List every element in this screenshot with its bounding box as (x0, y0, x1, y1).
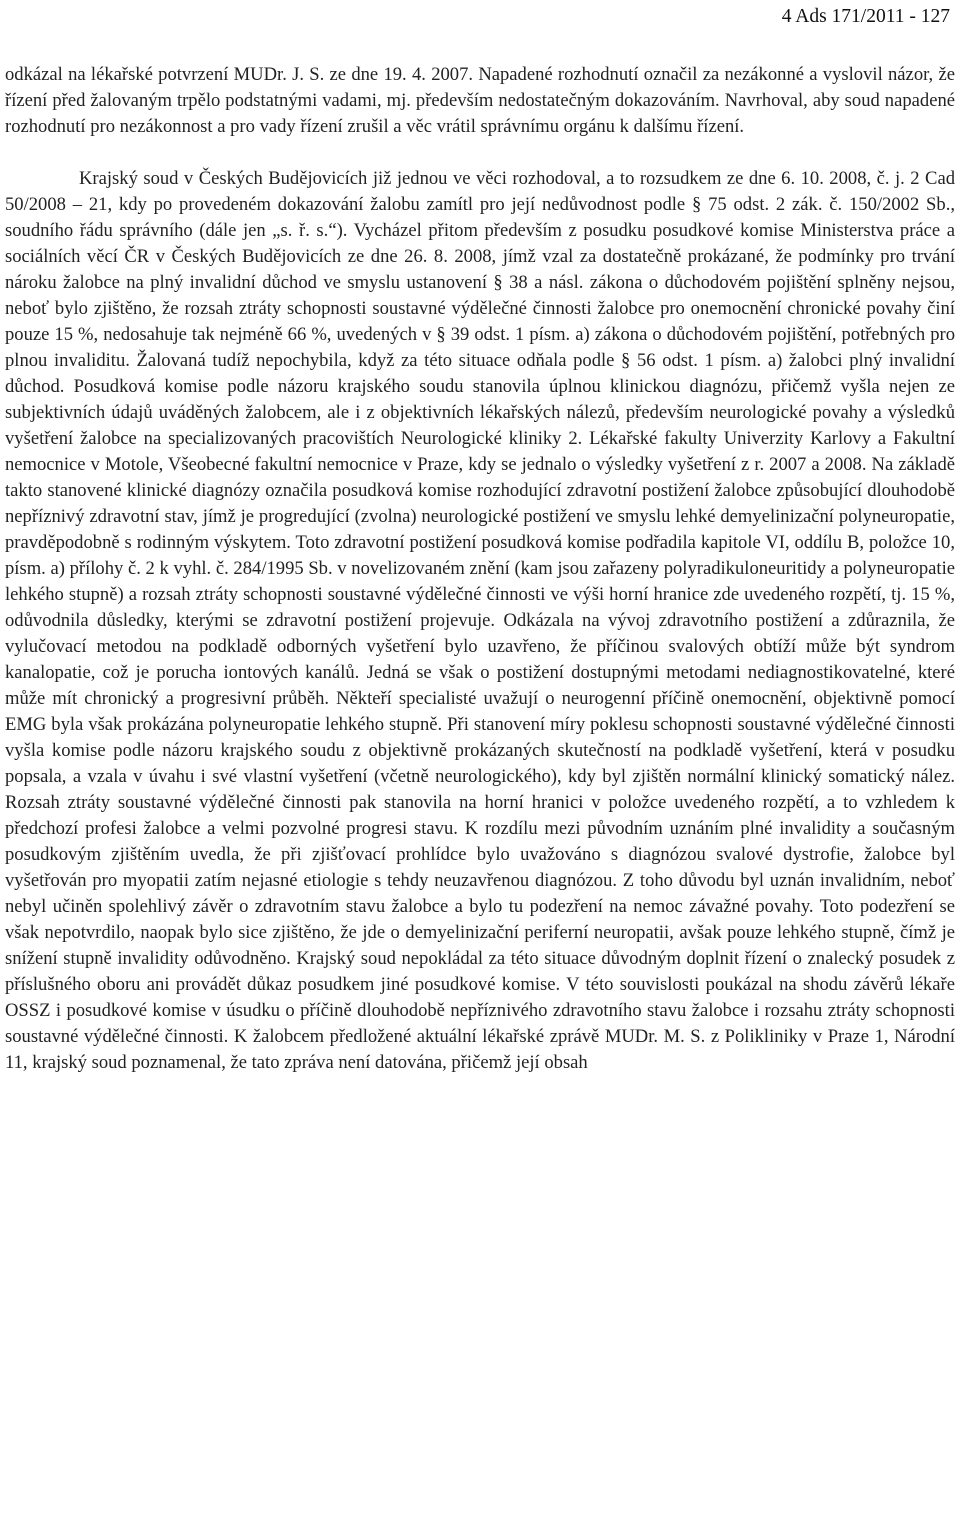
document-body (5, 62, 955, 1076)
page-header-case-number: 4 Ads 171/2011 - 127 (781, 6, 950, 27)
paragraph-regional-court-reasoning: Krajský soud v Českých Budějovicích již jednou ve věci rozhodoval, a to rozsudkem ze dne 6. 10. 2008, č. j. 2 Cad 50/2008 – 21, kdy po provedeném dokazování žalobu zamítl pro její nedůvodnost podle § 75 odst. 2 zák. č. 150/2002 Sb., soudního řádu správního (dále jen „s. ř. s.“). Vycházel přitom především z posudku posudkové komise Ministerstva práce a sociálních věcí ČR v Českých Budějovicích ze dne 26. 8. 2008, jímž vzal za dostatečně prokázané, že podmínky pro trvání nároku žalobce na plný invalidní důchod ve smyslu ustanovení § 38 a násl. zákona o důchodovém pojištění splněny nejsou, neboť bylo zjištěno, že rozsah ztráty schopnosti soustavné výdělečné činnosti žalobce pro onemocnění chronické povahy činí pouze 15 %, nedosahuje tak nejméně 66 %, uvedených v § 39 odst. 1 písm. a) zákona o důchodovém pojištění, potřebných pro plnou invaliditu. Žalovaná tudíž nepochybila, když za této situace odňala podle § 56 odst. 1 písm. a) žalobci plný invalidní důchod. Posudková komise podle názoru krajského soudu stanovila úplnou klinickou diagnózu, přičemž vyšla nejen ze subjektivních údajů uváděných žalobcem, ale i z objektivních lékařských nálezů, především neurologické povahy a výsledků vyšetření žalobce na specializovaných pracovištích Neurologické kliniky 2. Lékařské fakulty Univerzity Karlovy a Fakultní nemocnice v Motole, Všeobecné fakultní nemocnice v Praze, kdy se jednalo o výsledky vyšetření z r. 2007 a 2008. Na základě takto stanovené klinické diagnózy označila posudková komise rozhodující zdravotní postižení žalobce způsobující dlouhodobě nepříznivý zdravotní stav, jímž je progredující (zvolna) neurologické postižení ve smyslu lehké demyelinizační polyneuropatie, pravděpodobně s rodinným výskytem. Toto zdravotní postižení posudková komise podřadila kapitole VI, oddílu B, položce 10, písm. a) přílohy č. 2 k vyhl. č. 284/1995 Sb. v novelizovaném znění (kam jsou zařazeny polyradikuloneuritidy a polyneuropatie lehkého stupně) a rozsah ztráty schopnosti soustavné výdělečné činnosti ve výši horní hranice zde uvedeného rozpětí, tj. 15 %, odůvodnila důsledky, kterými se zdravotní postižení projevuje. Odkázala na vývoj zdravotního postižení a zdůraznila, že vylučovací metodou na podkladě odborných vyšetření bylo uzavřeno, že příčinou svalových obtíží může být syndrom kanalopatie, což je porucha iontových kanálů. Jedná se však o postižení dostupnými metodami nediagnostikovatelné, které může mít chronický a progresivní průběh. Někteří specialisté uvažují o neurogenní příčině onemocnění, objektivně pomocí EMG byla však prokázána polyneuropatie lehkého stupně. Při stanovení míry poklesu schopnosti soustavné výdělečné činnosti vyšla komise podle názoru krajského soudu z objektivně prokázaných skutečností na podkladě vyšetření, která v posudku popsala, a vzala v úvahu i své vlastní vyšetření (včetně neurologického), kdy byl zjištěn normální klinický somatický nález. Rozsah ztráty soustavné výdělečné činnosti pak stanovila na horní hranici v položce uvedeného rozpětí, a to vzhledem k předchozí profesi žalobce a velmi pozvolné progresi stavu. K rozdílu mezi původním uznáním plné invalidity a současným posudkovým zjištěním uvedla, že při zjišťovací prohlídce bylo uvažováno s diagnózou svalové dystrofie, žalobce byl vyšetřován pro myopatii zatím nejasné etiologie s tehdy neuzavřenou diagnózou. Z toho důvodu byl uznán invalidním, neboť nebyl učiněn spolehlivý závěr o zdravotním stavu žalobce a bylo tu podezření na nemoc závažné povahy. Toto podezření se však nepotvrdilo, naopak bylo sice zjištěno, že jde o demyelinizační periferní neuropatii, avšak pouze lehkého stupně, čímž je snížení stupně invalidity odůvodněno. Krajský soud nepokládal za této situace důvodným doplnit řízení o znalecký posudek z příslušného oboru ani provádět důkaz posudkem jiné posudkové komise. V této souvislosti poukázal na shodu závěrů lékaře OSSZ i posudkové komise v úsudku o příčině dlouhodobě nepříznivého zdravotního stavu žalobce i rozsahu ztráty schopnosti soustavné výdělečné činnosti. K žalobcem předložené aktuální lékařské zprávě MUDr. M. S. z Polikliniky v Praze 1, Národní 11, krajský soud poznamenal, že tato zpráva není datována, přičemž její obsah (5, 168, 955, 1073)
paragraph-plaintiff-motion: odkázal na lékařské potvrzení MUDr. J. S. ze dne 19. 4. 2007. Napadené rozhodnutí označil za nezákonné a vyslovil názor, že řízení před žalovaným trpělo podstatnými vadami, mj. především nedostatečným dokazováním. Navrhoval, aby soud napadené rozhodnutí pro nezákonnost a pro vady řízení zrušil a věc vrátil správnímu orgánu k dalšímu řízení. (5, 64, 955, 137)
